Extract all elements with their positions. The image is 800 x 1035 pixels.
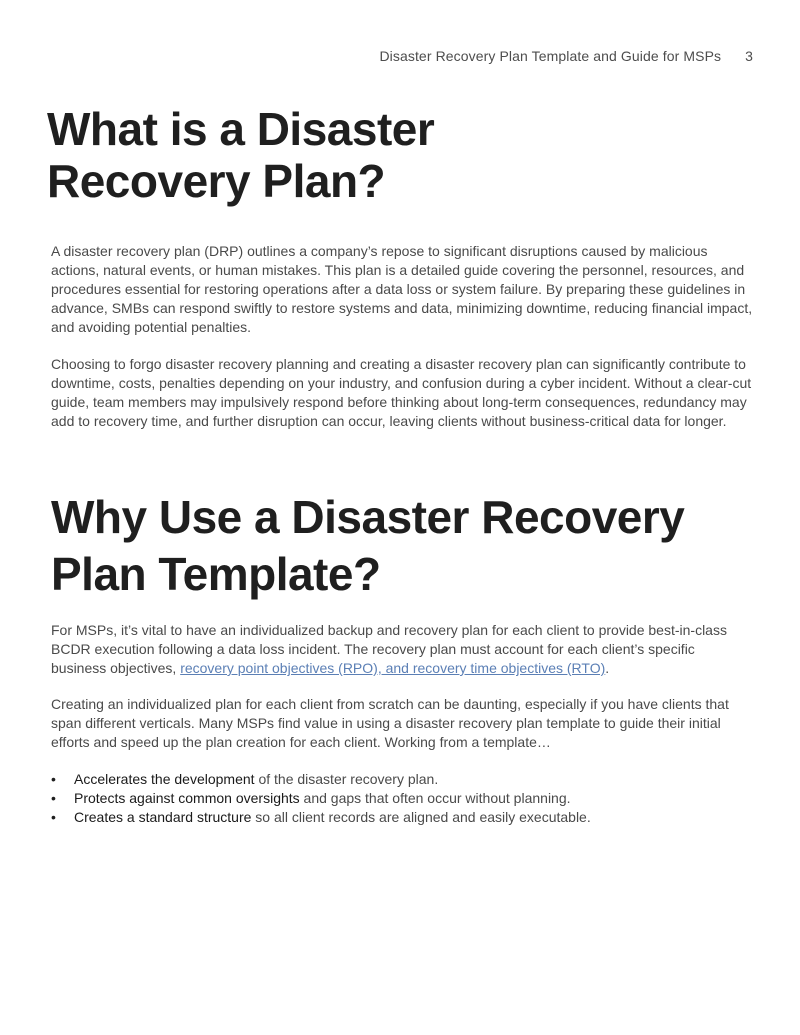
section-heading-what-is-drp: What is a Disaster Recovery Plan? [47, 103, 435, 207]
section-heading-why-use-template: Why Use a Disaster Recovery Plan Template? [51, 491, 685, 600]
list-item [51, 770, 753, 789]
paragraph-msp-need-text: For MSPs, it’s vital to have an individualized backup and recovery plan for each client to provide best-in-class BCDR execution following a data loss incident. The recovery plan must account for each client’s specific business objectives, [51, 622, 727, 676]
list-item-emphasis: Protects against common oversights [74, 790, 300, 806]
bullet-icon: • [51, 790, 56, 806]
rpo-rto-link[interactable]: recovery point objectives (RPO), and recovery time objectives (RTO) [180, 660, 606, 676]
page-number: 3 [745, 48, 753, 64]
bullet-icon: • [51, 809, 56, 825]
paragraph-drp-definition: A disaster recovery plan (DRP) outlines a company’s repose to significant disruptions caused by malicious actions, natural events, or human mistakes. This plan is a detailed guide covering the personnel, resources, and procedures essential for restoring operations after a data loss or system failure. By preparing these guidelines in advance, SMBs can respond swiftly to restore systems and data, minimizing downtime, reducing financial impact, and avoiding potential penalties. [51, 243, 753, 335]
list-item-emphasis: Creates a standard structure [74, 809, 252, 825]
bullet-icon: • [51, 771, 56, 787]
benefits-list [51, 770, 753, 827]
list-item-text: so all client records are aligned and easily executable. [251, 809, 591, 825]
paragraph-msp-need [51, 621, 753, 678]
paragraph-drp-consequences: Choosing to forgo disaster recovery planning and creating a disaster recovery plan can significantly contribute to downtime, costs, penalties depending on your industry, and confusion during a cyber incident. Without a clear-cut guide, team members may impulsively respond before thinking about long-term consequences, redundancy may add to recovery time, and further disruption can occur, leaving clients without business-critical data for longer. [51, 356, 752, 429]
list-item-text: and gaps that often occur without planning. [299, 790, 571, 806]
list-item-text: of the disaster recovery plan. [254, 771, 439, 787]
list-item [51, 808, 753, 827]
paragraph-template-value: Creating an individualized plan for each client from scratch can be daunting, especially if you have clients that span different verticals. Many MSPs find value in using a disaster recovery plan template to guide their initial efforts and speed up the plan creation for each client. Working from a template… [51, 696, 729, 750]
document-title: Disaster Recovery Plan Template and Guide for MSPs [379, 48, 722, 64]
page-header [379, 48, 753, 64]
list-item-emphasis: Accelerates the development [74, 771, 255, 787]
list-item [51, 789, 753, 808]
paragraph-msp-need-end: . [605, 660, 610, 676]
